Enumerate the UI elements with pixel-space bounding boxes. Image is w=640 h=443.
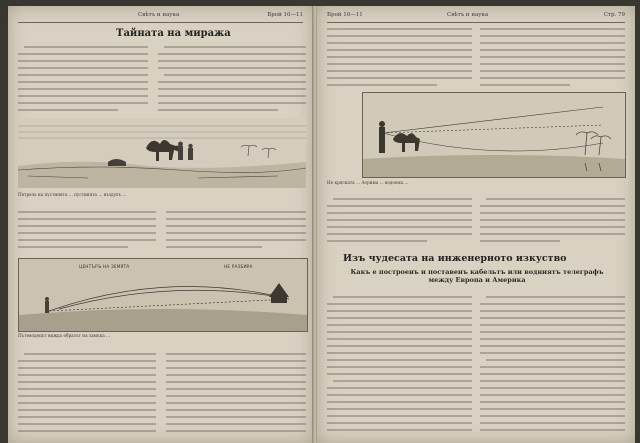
mirage-camel-illustration bbox=[18, 118, 306, 188]
right-text-column-3 bbox=[327, 196, 472, 248]
left-top-figure-caption: Петрель на пустинята ... пустинята ... въздухъ ... bbox=[18, 192, 127, 197]
refraction-illustration bbox=[18, 258, 308, 332]
right-text-column-1 bbox=[327, 26, 472, 90]
left-running-head-right: Брой 10—11 bbox=[267, 12, 303, 18]
text-lines-texture bbox=[327, 196, 472, 248]
right-article-title: Изъ чудесата на инженерното изкуство bbox=[343, 253, 567, 264]
left-text-column-1 bbox=[18, 44, 148, 116]
left-head-rule bbox=[18, 22, 303, 23]
right-running-head bbox=[327, 12, 625, 22]
desert-drawing bbox=[18, 118, 306, 188]
text-lines-texture bbox=[166, 351, 306, 439]
text-lines-texture bbox=[327, 26, 472, 90]
left-running-head bbox=[18, 12, 303, 22]
right-text-column-6 bbox=[480, 294, 625, 439]
left-page bbox=[8, 6, 313, 443]
right-article-subtitle: Какъ е построенъ и поставенъ кабельтъ или водниятъ телеграфъ между Европа и Америка bbox=[350, 268, 604, 284]
right-running-head-left: Брой 10—11 bbox=[327, 12, 363, 18]
right-page bbox=[317, 6, 635, 443]
text-lines-texture bbox=[18, 44, 148, 116]
right-text-column-5 bbox=[327, 294, 472, 439]
text-lines-texture bbox=[18, 209, 156, 251]
left-text-column-6 bbox=[166, 351, 306, 439]
left-running-head-center: Свѣтъ и наука bbox=[138, 12, 180, 18]
text-lines-texture bbox=[18, 351, 156, 439]
text-lines-texture bbox=[480, 196, 625, 248]
text-lines-texture bbox=[158, 44, 306, 116]
right-running-head-center: Свѣтъ и наука bbox=[447, 12, 489, 18]
left-text-column-2 bbox=[158, 44, 306, 116]
refraction-drawing bbox=[19, 259, 307, 331]
left-article-title: Тайната на миража bbox=[116, 28, 231, 39]
left-text-column-3 bbox=[18, 209, 156, 251]
left-text-column-4 bbox=[166, 209, 306, 251]
right-figure-caption: Не кряската ... Аорима ... водоема ... bbox=[327, 180, 409, 185]
right-text-column-4 bbox=[480, 196, 625, 248]
left-text-column-5 bbox=[18, 351, 156, 439]
right-text-column-2 bbox=[480, 26, 625, 90]
right-head-rule bbox=[327, 22, 625, 23]
refraction-label-left: ЦЕНТЪРЪ НА ЗЕМЯТА bbox=[79, 264, 130, 269]
left-bottom-figure-caption: Пътеводецът вижда образът на замъка ... bbox=[18, 333, 111, 338]
mirage-figure-drawing bbox=[363, 93, 625, 177]
text-lines-texture bbox=[480, 294, 625, 439]
mirage-refraction-figure bbox=[362, 92, 626, 178]
text-lines-texture bbox=[166, 209, 306, 251]
refraction-label-right: НЕ РАЗБИРА bbox=[224, 264, 253, 269]
text-lines-texture bbox=[480, 26, 625, 90]
text-lines-texture bbox=[327, 294, 472, 439]
right-running-head-right: Стр. 79 bbox=[603, 12, 625, 18]
